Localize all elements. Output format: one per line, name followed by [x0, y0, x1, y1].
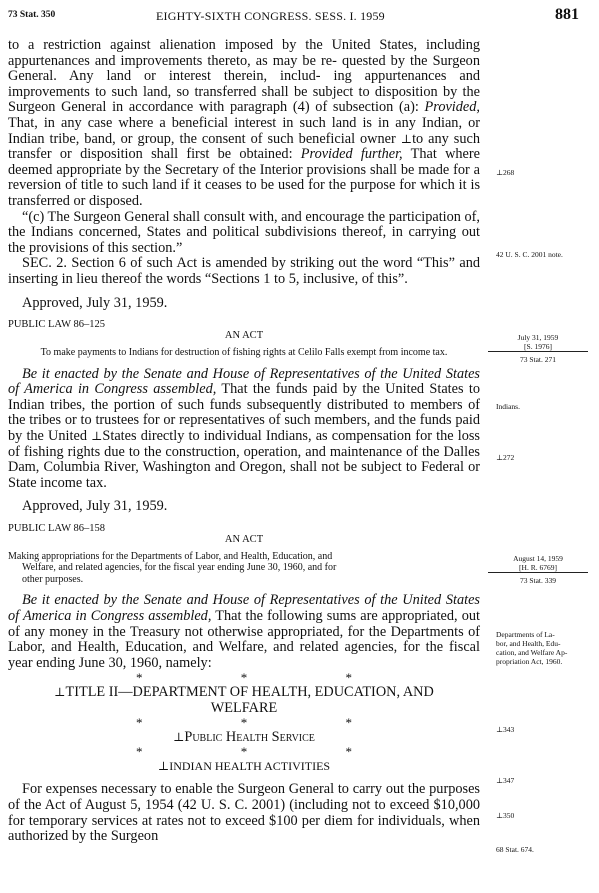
margin-page-ref: ⊥272	[496, 453, 515, 462]
margin-law1-date-box: July 31, 1959 [S. 1976] 73 Stat. 271	[484, 333, 592, 364]
title-heading-line2: WELFARE	[210, 700, 278, 717]
main-text-column	[8, 38, 480, 845]
act-purpose: Making appropriations for the Departments of Labor, and Health, Education, and Welfare, and related agencies, for the fiscal year ending June 30, 1960, and for other purposes.	[8, 550, 337, 585]
margin-stat-citation: 68 Stat. 674.	[496, 845, 534, 854]
enacting-clause: Be it enacted by the Senate and House of Representatives of the United States of America in Congress assembled, That the following sums are appropriated, out of any money in the Treasury not otherwise appropriated, for the Departments of Labor, and Health, Education, and Welfare, and related agencies, for the fiscal year ending June 30, 1960, namely:	[8, 592, 480, 671]
act-heading: AN ACT	[224, 330, 264, 342]
page-break-marker: ⊥	[400, 131, 413, 146]
page-break-marker: ⊥	[54, 685, 66, 700]
omission-stars: * * *	[136, 670, 352, 686]
omission-stars: * * *	[136, 744, 352, 760]
margin-topic-indians: Indians.	[496, 402, 520, 411]
service-heading: ⊥Public Health Service	[173, 729, 315, 746]
approved-date: Approved, July 31, 1959.	[22, 498, 168, 515]
paragraph-expenses: For expenses necessary to enable the Surgeon General to carry out the purposes of the Act of August 5, 1954 (42 U. S. C. 2001) (including not to exceed $10,000 for temporary services at rates not to exceed $100 per diem for individuals, when authorized by the Surgeon	[8, 781, 480, 845]
enacting-clause: Be it enacted by the Senate and House of Representatives of the United States of America in Congress assembled, That the funds paid by the United States to Indian tribes, the portion of such funds subsequently distributed to members of the tribes or to trustees for or representatives of such members, and the funds paid by the United ⊥States directly to individual Indians, as compensation for the loss of fishing rights due to the construction, operation, and maintenance of the Dalles Dam, Columbia River, Washington and Oregon, shall not be subject to Federal or State income tax.	[8, 365, 480, 491]
public-law-number: PUBLIC LAW 86–125	[8, 319, 105, 331]
running-header	[8, 6, 591, 26]
page-break-marker: ⊥	[173, 730, 185, 745]
margin-act-title: Departments of La- bor, and Health, Edu- cation, and Welfare Ap- propriation Act, 1960.	[496, 630, 568, 666]
omission-stars: * * *	[136, 715, 352, 731]
margin-page-ref: ⊥343	[496, 725, 515, 734]
margin-page-ref: ⊥268	[496, 168, 515, 177]
paragraph-section-2: SEC. 2. Section 6 of such Act is amended by striking out the word “This” and inserting in lieu thereof the words “Sections 1 to 5, inclusive, of this”.	[8, 255, 480, 287]
paragraph-restriction: to a restriction against alienation imposed by the United States, including appurtenances and improvements thereto, as may be re- quested by the Surgeon General. Any land or interest therein, includ- ing appurtenances and improvements to such land, so transferred shall be subject to disposition by the Surgeon General in accordance with paragraph (4) of subsection (a): Provided, That, in any case where a beneficial interest in such land is in any Indian, or Indian tribe, band, or group, the consent of such beneficial owner ⊥to any such transfer or disposition shall first be obtained: Provided further, That where deemed appropriate by the Secretary of the Interior provisions shall be made for a reversion of title to such land if it ceases to be used for the purpose for which it is transferred or disposed.	[8, 37, 481, 209]
page-number: 881	[555, 6, 579, 23]
public-law-number: PUBLIC LAW 86–158	[8, 522, 105, 534]
proviso-further-italic: Provided further,	[300, 146, 403, 163]
proviso-italic: Provided,	[424, 99, 480, 116]
paragraph-consultation: “(c) The Surgeon General shall consult with, and encourage the participation of, the Indians concerned, States and political subdivisions thereof, in carrying out the provisions of this section.”	[8, 208, 481, 256]
page-break-marker: ⊥	[91, 428, 103, 443]
act-heading: AN ACT	[224, 533, 264, 545]
page-break-marker: ⊥	[157, 759, 170, 774]
header-stat-citation: 73 Stat. 350	[8, 10, 56, 20]
margin-page-ref: ⊥347	[496, 776, 515, 785]
margin-page-ref: ⊥350	[496, 811, 515, 820]
title-heading: ⊥TITLE II—DEPARTMENT OF HEALTH, EDUCATION, AND	[54, 684, 434, 701]
margin-law2-date-box: August 14, 1959 [H. R. 6769] 73 Stat. 339	[484, 554, 592, 585]
margin-usc-citation: 42 U. S. C. 2001 note.	[496, 250, 563, 259]
approved-date: Approved, July 31, 1959.	[22, 294, 168, 311]
header-congress-session: EIGHTY-SIXTH CONGRESS. SESS. I. 1959	[156, 9, 385, 23]
activity-heading: ⊥INDIAN HEALTH ACTIVITIES	[157, 759, 331, 774]
act-purpose: To make payments to Indians for destruction of fishing rights at Celilo Falls exempt from income tax.	[40, 347, 448, 359]
